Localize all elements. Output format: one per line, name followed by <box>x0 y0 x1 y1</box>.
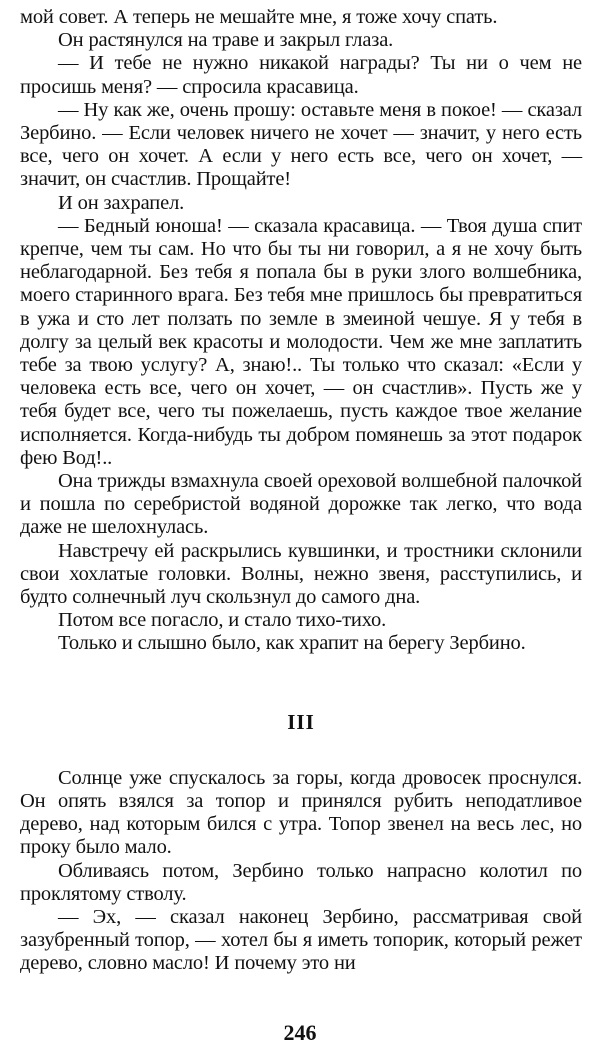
paragraph: мой совет. А теперь не мешайте мне, я тоже хочу спать. <box>20 6 498 28</box>
chapter-heading: III <box>287 709 315 734</box>
paragraph: — Эх, — сказал наконец Зербино, рассматривая свой зазубренный топор, — хотел бы я иметь топорик, который режет дерево, словно масло! И почему это ни <box>20 905 582 975</box>
paragraph: Он растянулся на траве и закрыл глаза. <box>58 29 394 52</box>
paragraph: И он захрапел. <box>58 191 185 214</box>
paragraph: — Ну как же, очень прошу: оставьте меня в покое! — сказал Зербино. — Если человек ничего не хочет — значит, у него есть все, чего он хочет. А если у него есть все, чего он хочет, — значит, он счастлив. Прощайте! <box>20 98 582 191</box>
paragraph: Солнце уже спускалось за горы, когда дровосек проснулся. Он опять взялся за топор и принялся рубить неподатливое дерево, над которым бился с утра. Топор звенел на весь лес, но проку было мало. <box>20 766 582 859</box>
paragraph: Обливаясь потом, Зербино только напрасно колотил по проклятому стволу. <box>20 859 582 905</box>
paragraph: — Бедный юноша! — сказала красавица. — Твоя душа спит крепче, чем ты сам. Но что бы ты ни говорил, а я не хочу быть неблагодарной. Без тебя я попала бы в руки злого волшебника, моего старинного врага. Без тебя мне пришлось бы превратиться в ужа и сто лет ползать по земле в змеиной чешуе. Я у тебя в долгу за целый век красоты и молодости. Чем же мне заплатить тебе за твою услугу? А, знаю!.. Ты только что сказал: «Если у человека есть все, чего он хочет, — он счастлив». Пусть же у тебя будет все, чего ты пожелаешь, пусть каждое твое желание исполняется. Когда-нибудь ты добром помянешь за этот подарок фею Вод!.. <box>20 214 582 469</box>
paragraph: Навстречу ей раскрылись кувшинки, и тростники склонили свои хохлатые головки. Волны, нежно звеня, расступились, и будто солнечный луч скользнул до самого дна. <box>20 539 582 609</box>
page-number: 246 <box>283 1020 317 1045</box>
paragraph: Только и слышно было, как храпит на берегу Зербино. <box>58 632 526 655</box>
paragraph: — И тебе не нужно никакой награды? Ты ни о чем не просишь меня? — спросила красавица. <box>20 52 582 98</box>
paragraph: Она трижды взмахнула своей ореховой волшебной палочкой и пошла по серебристой водяной дорожке так легко, что вода даже не шелохнулась. <box>20 470 582 539</box>
book-page <box>20 6 582 976</box>
paragraph: Потом все погасло, и стало тихо-тихо. <box>58 609 387 632</box>
